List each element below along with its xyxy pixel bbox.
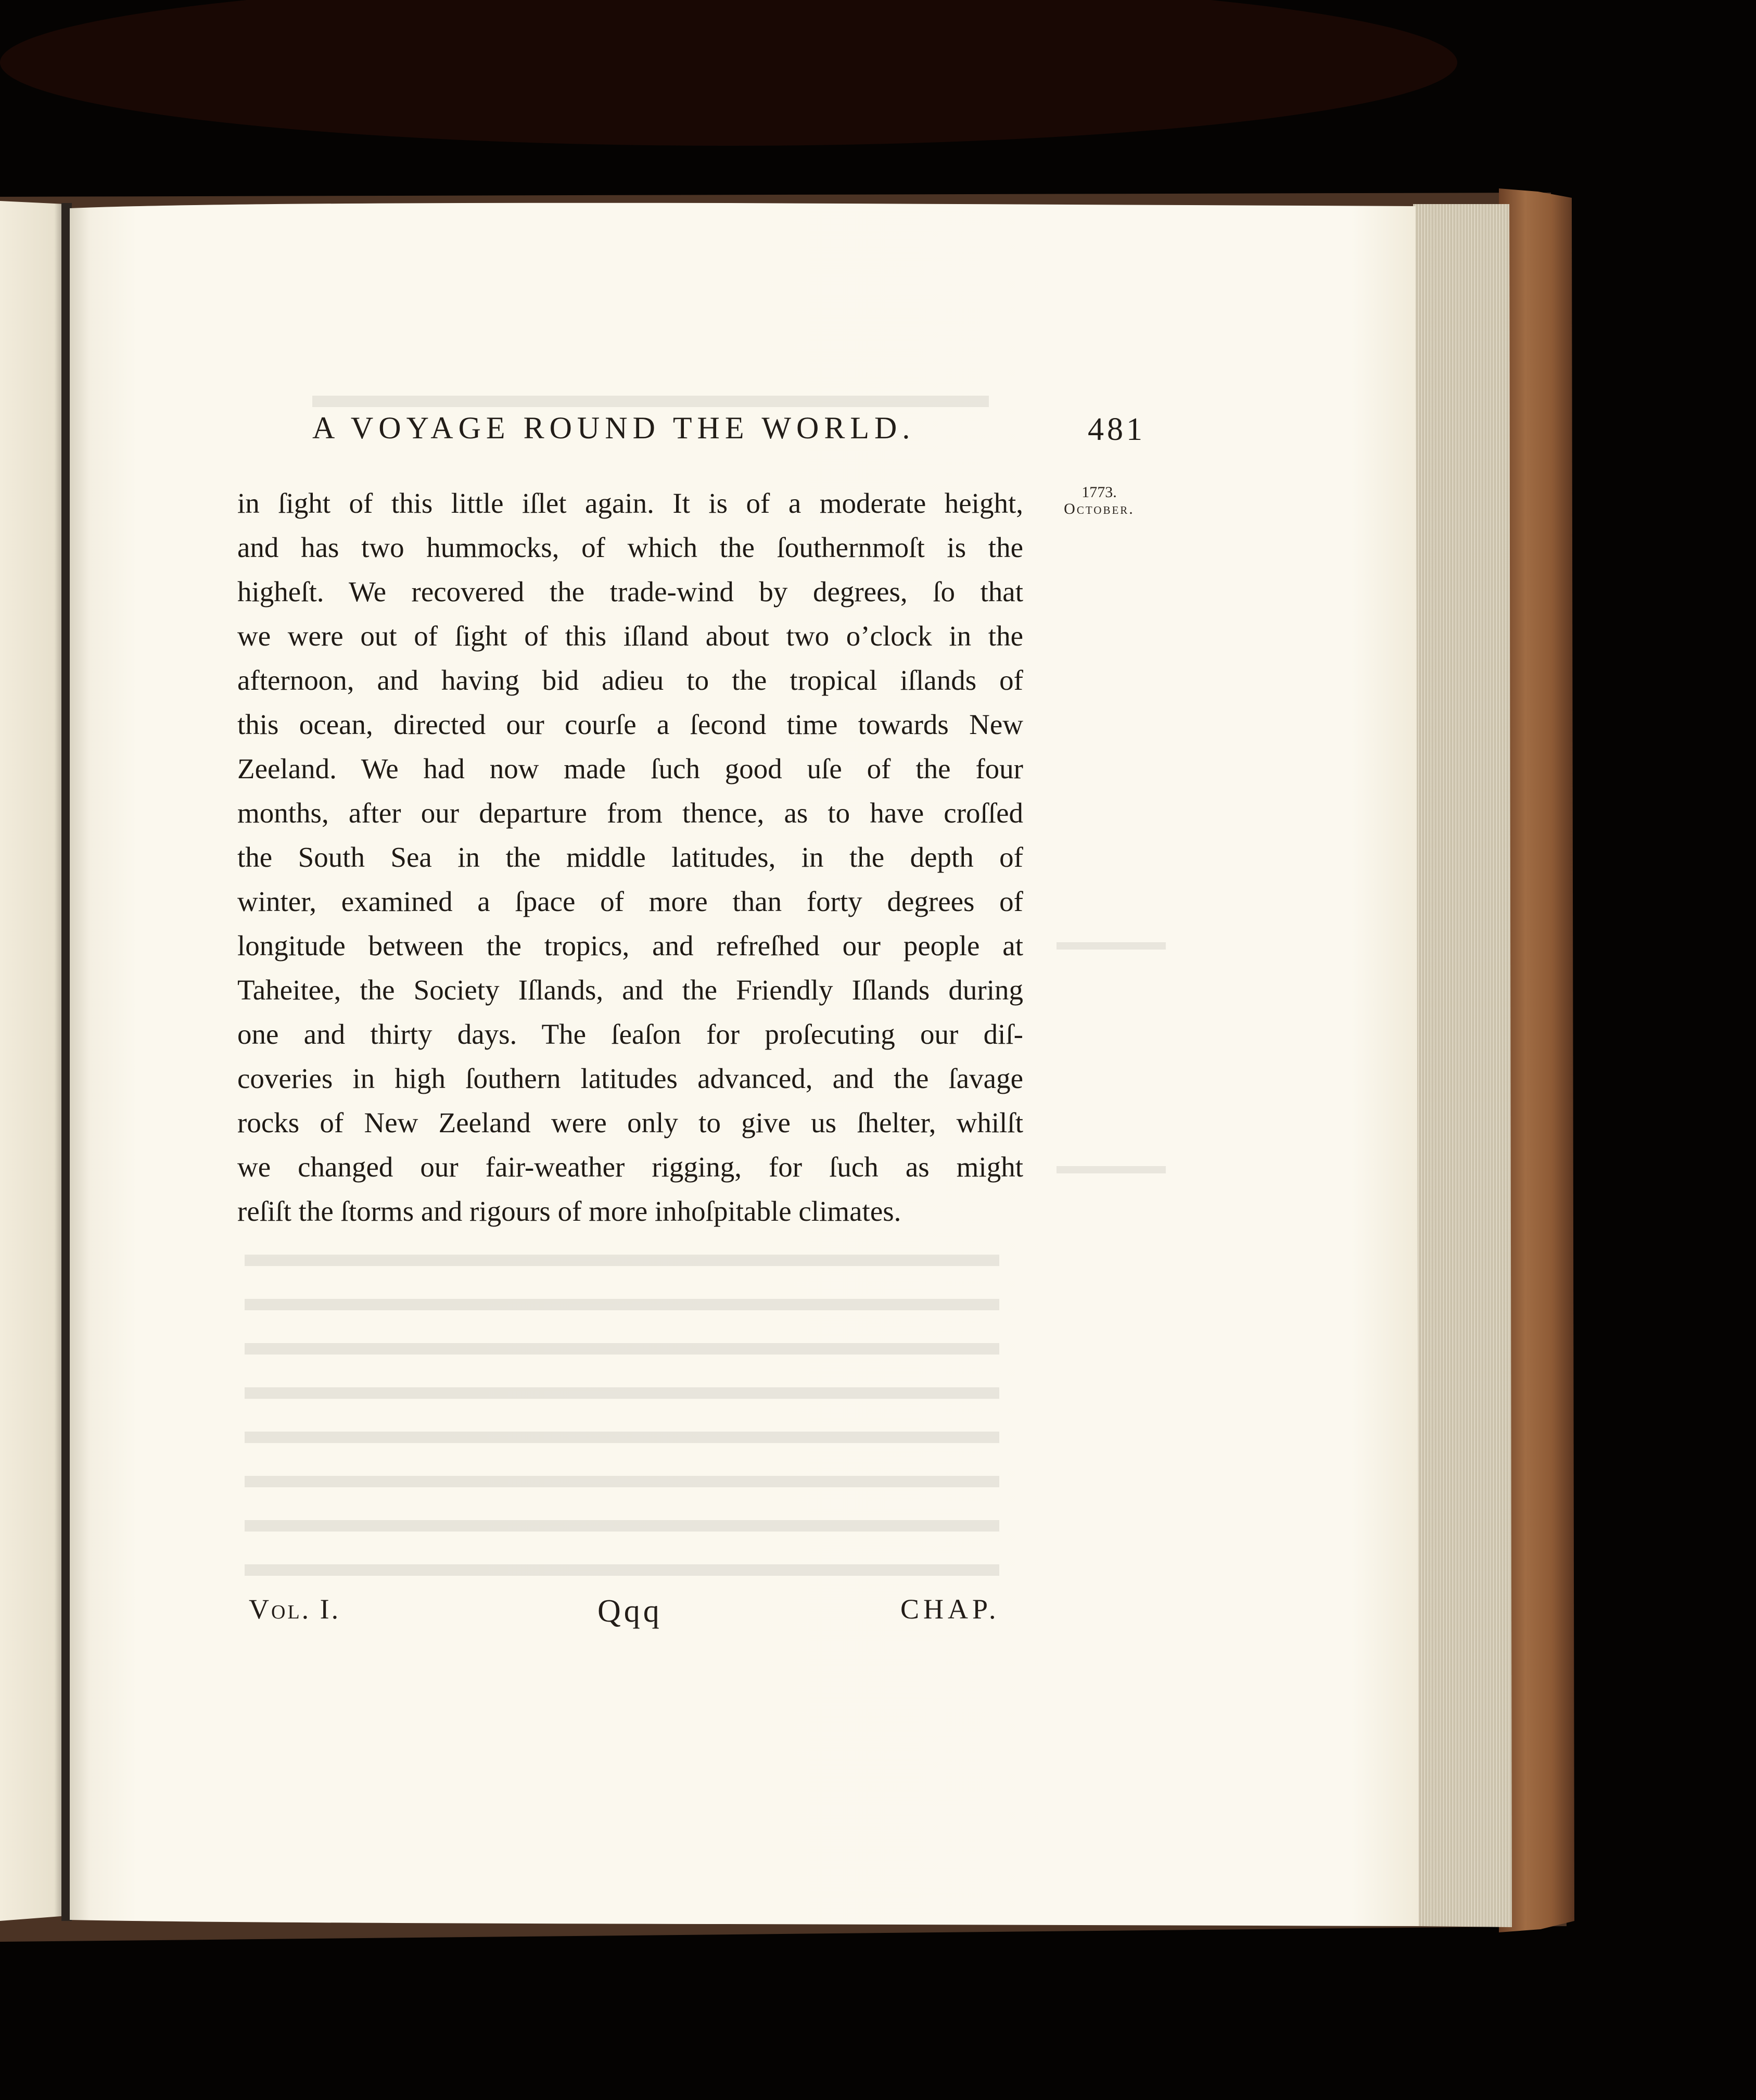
text-line: higheſt. We recovered the trade-wind by degrees, ſo that [237,576,1023,608]
text-line: winter, examined a ſpace of more than forty degrees of [237,885,1023,917]
text-line: we were out of ſight of this iſland about two o’clock in the [237,620,1023,652]
footer-volume: Vol. I. [249,1593,341,1625]
text-line: months, after our departure from thence, as to have croſſed [237,797,1023,829]
text-line: afternoon, and having bid adieu to the tropical iſlands of [237,664,1023,696]
text-line: we changed our fair-weather rigging, for ſuch as might [237,1151,1023,1183]
text-line: Taheitee, the Society Iſlands, and the Friendly Iſlands during [237,974,1023,1006]
text-line: and has two hummocks, of which the ſouthernmoſt is the [237,532,1023,563]
text-line: in ſight of this little iſlet again. It is of a moderate height, [237,487,1023,519]
text-line: one and thirty days. The ſeaſon for proſecuting our diſ- [237,1018,1023,1050]
text-line: reſiſt the ſtorms and rigours of more inhoſpitable climates. [237,1195,901,1227]
margin-date-note [1052,484,1146,517]
signature-mark: Qqq [597,1593,663,1629]
left-page [0,201,68,1921]
running-head: A VOYAGE ROUND THE WORLD. [312,411,915,445]
text-line: longitude between the tropics, and refreſhed our people at [237,930,1023,962]
text-line: this ocean, directed our courſe a ſecond time towards New [237,709,1023,740]
text-line: coveries in high ſouthern latitudes advanced, and the ſavage [237,1062,1023,1094]
text-line: Zeeland. We had now made ſuch good uſe of the four [237,753,1023,785]
body-text [237,481,1023,1233]
text-line: rocks of New Zeeland were only to give us ſhelter, whilſt [237,1107,1023,1138]
catchword: CHAP. [900,1593,1000,1625]
margin-month: October. [1064,500,1135,517]
page-number: 481 [1088,412,1146,447]
margin-year: 1773. [1081,484,1117,501]
page-edges [1413,204,1512,1927]
text-line: the South Sea in the middle latitudes, in the depth of [237,841,1023,873]
